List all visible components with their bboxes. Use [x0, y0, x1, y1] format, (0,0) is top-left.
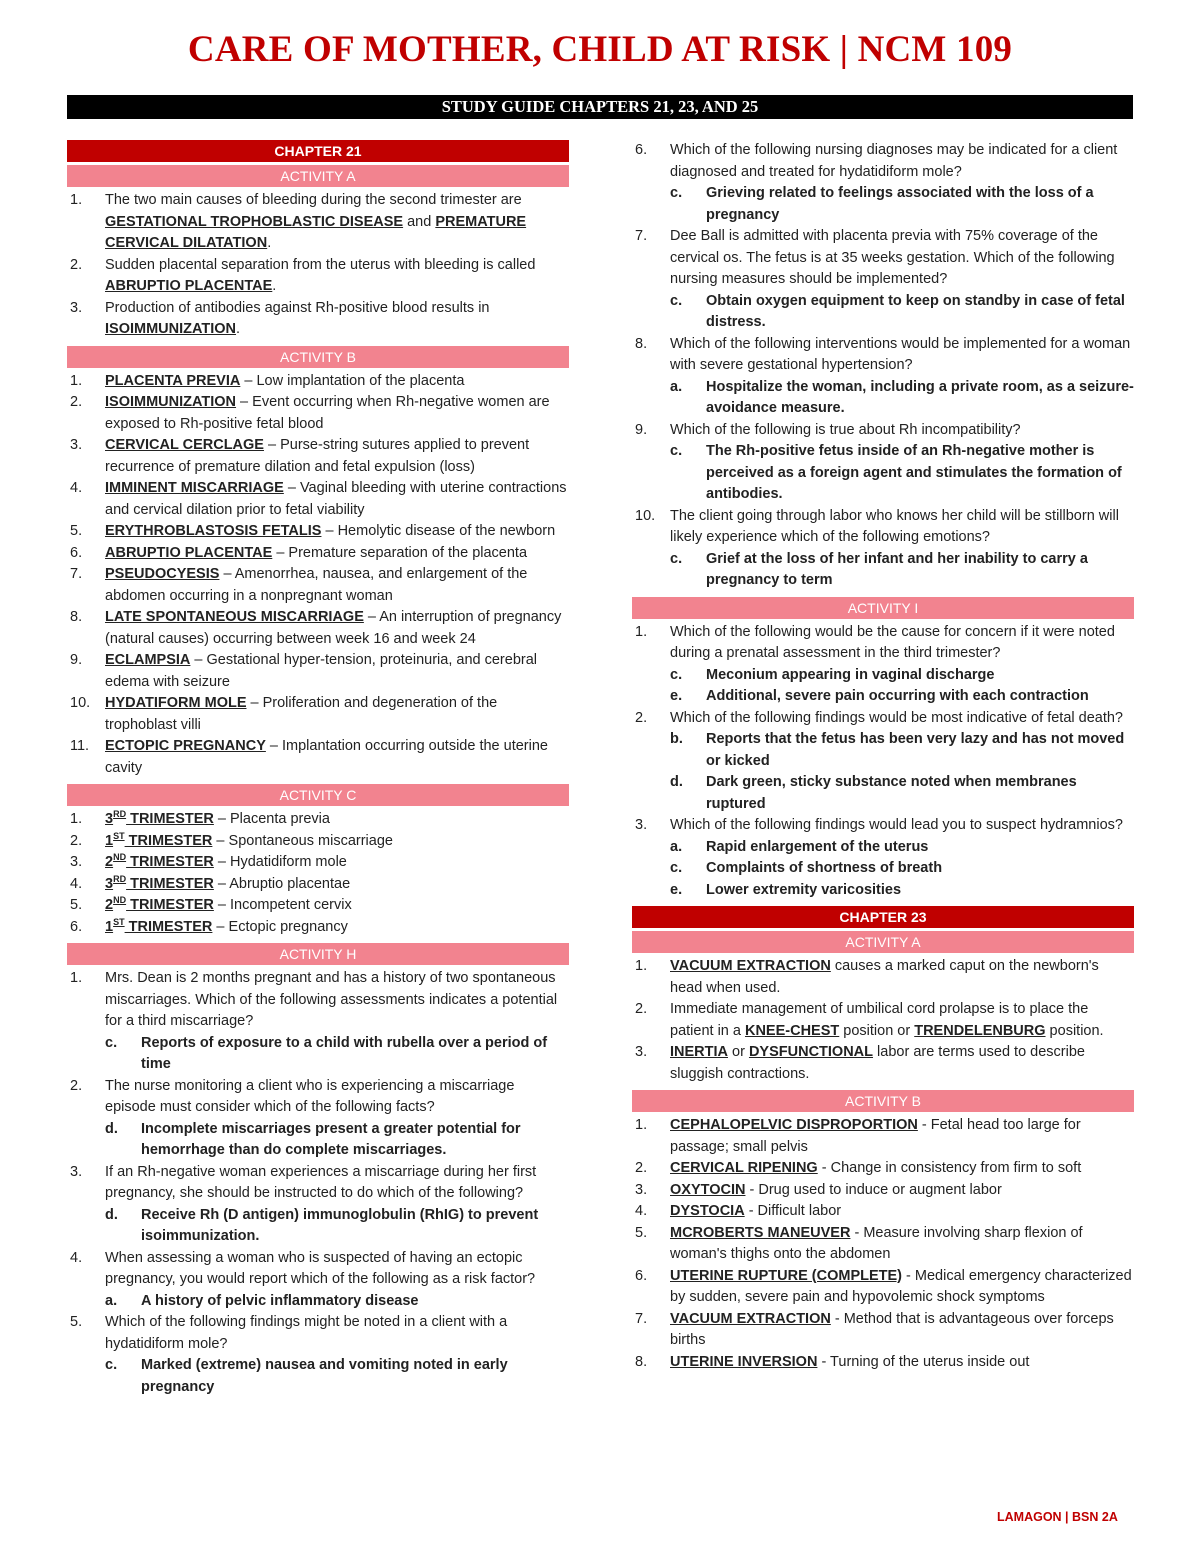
- ch21-activity-i-header: ACTIVITY I: [632, 597, 1134, 619]
- answer-letter: b.: [670, 731, 683, 747]
- item-text: The nurse monitoring a client who is experiencing a miscarriage episode must consider which of the following facts?: [105, 1077, 515, 1115]
- answer-letter: c.: [670, 860, 683, 876]
- answer-letter: d.: [670, 774, 683, 790]
- item-text: – Proliferation and degeneration of the trophoblast villi: [105, 695, 498, 733]
- list-item: [632, 1352, 1134, 1374]
- list-item: [67, 392, 569, 435]
- list-item: [632, 1223, 1134, 1266]
- ch23-activity-b-list: [632, 1115, 1134, 1373]
- list-item: [67, 543, 569, 565]
- item-number: 3.: [70, 1163, 83, 1180]
- item-text: Dee Ball is admitted with placenta previa with 75% coverage of the cervical os. The fetus is at 35 weeks gestation. Which of the following nursing measures should be implemented?: [670, 228, 1115, 287]
- answer-text: Rapid enlargement of the uterus: [706, 838, 929, 855]
- answer-choice: [670, 549, 1134, 592]
- item-text: - Fetal head too large for passage; small pelvis: [670, 1117, 1081, 1155]
- item-number: 3.: [70, 854, 83, 870]
- item-text: The client going through labor who knows her child will be stillborn will likely experience which of the following emotions?: [670, 507, 1119, 545]
- item-text: Which of the following nursing diagnoses may be indicated for a client diagnosed and treated for hydatidiform mole?: [670, 142, 1118, 180]
- key-term: ST: [113, 830, 125, 841]
- item-number: 1.: [635, 623, 648, 640]
- key-term: GESTATIONAL TROPHOBLASTIC DISEASE: [105, 213, 404, 230]
- answer-text: Additional, severe pain occurring with each contraction: [706, 688, 1089, 704]
- item-number: 6.: [635, 1267, 648, 1284]
- answer-list: [670, 377, 1134, 420]
- item-text: – Spontaneous miscarriage: [212, 832, 393, 849]
- answer-choice: [670, 291, 1134, 334]
- item-text: .: [267, 235, 272, 251]
- item-number: 5.: [70, 1314, 83, 1330]
- answer-list: [670, 291, 1134, 334]
- answer-list: [105, 1119, 569, 1162]
- answer-text: Receive Rh (D antigen) immunoglobulin (RhIG) to prevent isoimmunization.: [141, 1206, 539, 1244]
- key-term: ECLAMPSIA: [105, 652, 191, 668]
- answer-letter: c.: [105, 1034, 118, 1051]
- item-number: 2.: [635, 1001, 648, 1017]
- key-term: VACUUM EXTRACTION: [670, 1310, 831, 1327]
- key-term: 1: [105, 832, 114, 849]
- ch21-activity-c-list: [67, 809, 569, 938]
- key-term: TRIMESTER: [124, 918, 213, 935]
- item-number: 4.: [70, 1249, 83, 1266]
- answer-list: [105, 1291, 569, 1313]
- item-number: 3.: [635, 817, 648, 833]
- list-item: [67, 1162, 569, 1248]
- key-term: 2: [105, 897, 114, 913]
- answer-list: [670, 837, 1134, 902]
- ch23-activity-a-list: [632, 956, 1134, 1085]
- answer-choice: [670, 837, 1134, 859]
- item-number: 9.: [635, 421, 648, 438]
- answer-text: Dark green, sticky substance noted when membranes ruptured: [706, 774, 1077, 812]
- item-text: labor are terms used to describe sluggish contractions.: [670, 1044, 1085, 1082]
- list-item: [67, 1248, 569, 1313]
- item-text: or: [728, 1044, 749, 1060]
- answer-letter: a.: [670, 378, 683, 395]
- key-term: 3: [105, 811, 114, 827]
- list-item: [632, 622, 1134, 708]
- list-item: [67, 650, 569, 693]
- item-text: Which of the following is true about Rh incompatibility?: [670, 421, 1021, 438]
- key-term: ND: [113, 895, 127, 906]
- item-number: 7.: [635, 228, 648, 244]
- ch21-activity-c-header: ACTIVITY C: [67, 784, 569, 806]
- list-item: [67, 371, 569, 393]
- item-number: 10.: [635, 507, 656, 524]
- item-text: The two main causes of bleeding during the second trimester are: [105, 192, 522, 208]
- item-text: If an Rh-negative woman experiences a miscarriage during her first pregnancy, she should be instructed to do which of the following?: [105, 1163, 537, 1201]
- answer-letter: c.: [670, 666, 683, 683]
- list-item: [632, 1158, 1134, 1180]
- item-number: 2.: [635, 709, 648, 726]
- list-item: [67, 693, 569, 736]
- list-item: [632, 815, 1134, 901]
- item-number: 2.: [70, 832, 83, 849]
- answer-list: [670, 183, 1134, 226]
- ch21-activity-a-header: ACTIVITY A: [67, 165, 569, 187]
- item-number: 5.: [70, 897, 83, 913]
- item-number: 1.: [635, 958, 648, 974]
- item-number: 5.: [635, 1224, 648, 1241]
- item-text: – Placenta previa: [213, 811, 330, 827]
- key-term: ND: [113, 852, 127, 863]
- key-term: TRIMESTER: [126, 811, 214, 827]
- list-item: [632, 140, 1134, 226]
- item-text: position.: [1045, 1022, 1104, 1039]
- key-term: PSEUDOCYESIS: [105, 566, 220, 582]
- item-number: 2.: [70, 1077, 83, 1094]
- key-term: KNEE-CHEST: [744, 1022, 840, 1039]
- answer-text: Complaints of shortness of breath: [706, 860, 943, 876]
- key-term: RD: [113, 873, 127, 884]
- item-number: 3.: [70, 299, 83, 316]
- answer-choice: [105, 1291, 569, 1313]
- list-item: [67, 1076, 569, 1162]
- item-text: - Turning of the uterus inside out: [817, 1353, 1030, 1370]
- list-item: [632, 999, 1134, 1042]
- key-term: PLACENTA PREVIA: [105, 372, 241, 389]
- item-text: – Event occurring when Rh-negative women are exposed to Rh-positive fetal blood: [105, 394, 550, 432]
- answer-text: The Rh-positive fetus inside of an Rh-negative mother is perceived as a foreign agent and stimulates the formation of antibodies.: [706, 443, 1122, 502]
- study-guide-banner: STUDY GUIDE CHAPTERS 21, 23, AND 25: [67, 95, 1133, 119]
- ch23-activity-b-header: ACTIVITY B: [632, 1090, 1134, 1112]
- key-term: CEPHALOPELVIC DISPROPORTION: [670, 1117, 918, 1133]
- item-text: .: [236, 321, 241, 337]
- answer-choice: [670, 686, 1134, 708]
- item-number: 2.: [70, 256, 83, 273]
- answer-choice: [670, 441, 1134, 506]
- answer-letter: c.: [105, 1357, 118, 1373]
- list-item: [67, 968, 569, 1076]
- item-number: 2.: [635, 1160, 648, 1176]
- chapter-23-header: CHAPTER 23: [632, 906, 1134, 928]
- key-term: UTERINE RUPTURE (COMPLETE): [670, 1267, 902, 1284]
- item-text: Which of the following findings would lead you to suspect hydramnios?: [670, 817, 1123, 833]
- item-text: causes a marked caput on the newborn's head when used.: [670, 958, 1099, 996]
- key-term: CERVICAL RIPENING: [670, 1160, 818, 1176]
- answer-text: A history of pelvic inflammatory disease: [141, 1292, 419, 1309]
- key-term: DYSFUNCTIONAL: [748, 1044, 874, 1060]
- key-term: VACUUM EXTRACTION: [670, 958, 831, 974]
- list-item: [632, 506, 1134, 592]
- ch21-activity-h-list-part2: [632, 140, 1134, 592]
- item-text: – Vaginal bleeding with uterine contractions and cervical dilation prior to fetal viability: [105, 480, 567, 518]
- list-item: [67, 298, 569, 341]
- answer-choice: [670, 665, 1134, 687]
- item-number: 5.: [70, 523, 83, 539]
- answer-text: Obtain oxygen equipment to keep on standby in case of fetal distress.: [706, 292, 1125, 330]
- item-text: - Medical emergency characterized by sudden, severe pain and hypovolemic shock symptoms: [670, 1267, 1132, 1305]
- item-text: When assessing a woman who is suspected of having an ectopic pregnancy, you would report which of the following as a risk factor?: [105, 1249, 536, 1287]
- key-term: ERYTHROBLASTOSIS FETALIS: [105, 523, 322, 539]
- item-number: 8.: [70, 609, 83, 625]
- item-number: 6.: [635, 142, 648, 158]
- answer-choice: [105, 1033, 569, 1076]
- item-number: 1.: [70, 192, 83, 208]
- answer-list: [670, 549, 1134, 592]
- item-text: Which of the following findings might be noted in a client with a hydatidiform mole?: [105, 1314, 508, 1352]
- key-term: ISOIMMUNIZATION: [105, 321, 237, 337]
- item-text: Which of the following interventions would be implemented for a woman with severe gestational hypertension?: [670, 335, 1131, 373]
- answer-choice: [670, 858, 1134, 880]
- key-term: PREMATURE CERVICAL DILATATION: [105, 213, 527, 251]
- item-text: – Ectopic pregnancy: [212, 918, 348, 935]
- list-item: [67, 831, 569, 853]
- item-text: - Difficult labor: [744, 1203, 842, 1219]
- item-text: – Implantation occurring outside the uterine cavity: [105, 738, 548, 776]
- list-item: [67, 895, 569, 917]
- item-text: and: [403, 213, 436, 230]
- item-text: - Measure involving sharp flexion of woman's thighs onto the abdomen: [670, 1224, 1083, 1262]
- answer-text: Reports that the fetus has been very lazy and has not moved or kicked: [706, 731, 1125, 769]
- answer-list: [105, 1205, 569, 1248]
- key-term: TRIMESTER: [126, 854, 214, 870]
- item-number: 10.: [70, 695, 91, 711]
- list-item: [632, 1042, 1134, 1085]
- item-number: 7.: [70, 566, 83, 582]
- list-item: [67, 917, 569, 939]
- key-term: TRENDELENBURG: [914, 1022, 1046, 1039]
- item-number: 9.: [70, 652, 83, 668]
- answer-letter: a.: [670, 838, 683, 855]
- list-item: [67, 255, 569, 298]
- chapter-21-header: CHAPTER 21: [67, 140, 569, 162]
- item-text: – Amenorrhea, nausea, and enlargement of the abdomen occurring in a nonpregnant woman: [105, 566, 528, 604]
- item-text: - Method that is advantageous over forceps births: [670, 1310, 1114, 1348]
- answer-list: [670, 665, 1134, 708]
- item-text: - Change in consistency from firm to soft: [817, 1160, 1082, 1176]
- key-term: 1: [105, 918, 114, 935]
- answer-choice: [670, 880, 1134, 902]
- key-term: IMMINENT MISCARRIAGE: [105, 480, 284, 496]
- answer-letter: d.: [105, 1206, 118, 1223]
- item-text: Which of the following findings would be most indicative of fetal death?: [670, 709, 1123, 726]
- item-number: 2.: [70, 394, 83, 410]
- key-term: HYDATIFORM MOLE: [105, 695, 247, 711]
- item-text: – Premature separation of the placenta: [272, 544, 528, 561]
- key-term: ISOIMMUNIZATION: [105, 394, 237, 410]
- answer-letter: a.: [105, 1292, 118, 1309]
- list-item: [67, 1312, 569, 1398]
- answer-text: Grieving related to feelings associated with the loss of a pregnancy: [706, 185, 1094, 223]
- answer-list: [670, 729, 1134, 815]
- item-text: Immediate management of umbilical cord prolapse is to place the patient in a: [670, 1001, 1089, 1039]
- list-item: [632, 226, 1134, 334]
- answer-text: Grief at the loss of her infant and her inability to carry a pregnancy to term: [706, 550, 1088, 588]
- left-column: [67, 140, 569, 1402]
- answer-choice: [105, 1355, 569, 1398]
- item-number: 8.: [635, 1353, 648, 1370]
- key-term: LATE SPONTANEOUS MISCARRIAGE: [105, 609, 364, 625]
- item-number: 1.: [70, 970, 83, 986]
- item-text: – Abruptio placentae: [213, 875, 351, 892]
- answer-list: [670, 441, 1134, 506]
- key-term: RD: [113, 809, 127, 820]
- list-item: [67, 478, 569, 521]
- list-item: [632, 1115, 1134, 1158]
- list-item: [67, 874, 569, 896]
- answer-letter: c.: [670, 443, 683, 459]
- item-text: – Gestational hyper-tension, proteinuria, and cerebral edema with seizure: [105, 652, 537, 690]
- list-item: [67, 564, 569, 607]
- item-number: 6.: [70, 918, 83, 935]
- item-text: Sudden placental separation from the uterus with bleeding is called: [105, 256, 536, 273]
- ch21-activity-h-list-part1: [67, 968, 569, 1398]
- ch21-activity-b-list: [67, 371, 569, 780]
- key-term: ABRUPTIO PLACENTAE: [105, 544, 273, 561]
- list-item: [67, 190, 569, 255]
- list-item: [67, 736, 569, 779]
- ch21-activity-h-header: ACTIVITY H: [67, 943, 569, 965]
- list-item: [632, 1309, 1134, 1352]
- item-number: 6.: [70, 544, 83, 561]
- answer-choice: [670, 729, 1134, 772]
- list-item: [67, 809, 569, 831]
- key-term: DYSTOCIA: [670, 1203, 745, 1219]
- key-term: ECTOPIC PREGNANCY: [105, 738, 266, 754]
- list-item: [67, 852, 569, 874]
- right-column: [632, 140, 1134, 1377]
- ch21-activity-i-list: [632, 622, 1134, 902]
- answer-list: [105, 1355, 569, 1398]
- item-text: Production of antibodies against Rh-positive blood results in: [105, 299, 490, 316]
- item-number: 7.: [635, 1310, 648, 1327]
- ch21-activity-b-header: ACTIVITY B: [67, 346, 569, 368]
- list-item: [632, 420, 1134, 506]
- key-term: UTERINE INVERSION: [670, 1353, 818, 1370]
- key-term: TRIMESTER: [126, 897, 214, 913]
- answer-letter: c.: [670, 185, 683, 201]
- item-number: 4.: [70, 480, 83, 496]
- key-term: ST: [113, 916, 125, 927]
- list-item: [632, 956, 1134, 999]
- item-number: 4.: [70, 875, 83, 892]
- item-number: 8.: [635, 335, 648, 352]
- ch23-activity-a-header: ACTIVITY A: [632, 931, 1134, 953]
- item-text: position or: [839, 1022, 915, 1039]
- item-text: – Hemolytic disease of the newborn: [321, 523, 556, 539]
- document-title: CARE OF MOTHER, CHILD AT RISK | NCM 109: [187, 29, 1013, 70]
- ch21-activity-a-list: [67, 190, 569, 341]
- answer-choice: [670, 377, 1134, 420]
- list-item: [632, 1201, 1134, 1223]
- answer-text: Marked (extreme) nausea and vomiting noted in early pregnancy: [141, 1357, 508, 1395]
- key-term: 2: [105, 854, 114, 870]
- answer-list: [105, 1033, 569, 1076]
- item-text: – Hydatidiform mole: [213, 854, 347, 870]
- answer-letter: e.: [670, 881, 683, 898]
- item-text: .: [272, 278, 277, 294]
- item-text: – Low implantation of the placenta: [240, 372, 465, 389]
- item-text: - Drug used to induce or augment labor: [745, 1181, 1002, 1198]
- key-term: INERTIA: [670, 1044, 728, 1060]
- answer-letter: e.: [670, 688, 683, 704]
- item-number: 3.: [635, 1044, 648, 1060]
- answer-choice: [105, 1119, 569, 1162]
- item-text: Mrs. Dean is 2 months pregnant and has a history of two spontaneous miscarriages. Which of the following assessments indicates a potential for a third miscarriage?: [105, 970, 558, 1029]
- key-term: TRIMESTER: [126, 875, 214, 892]
- item-text: – Incompetent cervix: [213, 897, 352, 913]
- answer-text: Meconium appearing in vaginal discharge: [706, 666, 995, 683]
- item-number: 1.: [70, 811, 83, 827]
- key-term: MCROBERTS MANEUVER: [670, 1224, 851, 1241]
- answer-choice: [105, 1205, 569, 1248]
- key-term: CERVICAL CERCLAGE: [105, 437, 264, 453]
- item-number: 3.: [635, 1181, 648, 1198]
- list-item: [67, 435, 569, 478]
- key-term: OXYTOCIN: [670, 1181, 746, 1198]
- answer-text: Lower extremity varicosities: [706, 881, 902, 898]
- answer-text: Incomplete miscarriages present a greater potential for hemorrhage than do complete miscarriages.: [141, 1120, 521, 1158]
- item-number: 3.: [70, 437, 83, 453]
- key-term: ABRUPTIO PLACENTAE: [105, 278, 273, 294]
- item-text: – An interruption of pregnancy (natural causes) occurring between week 16 and week 24: [105, 609, 562, 647]
- answer-choice: [670, 183, 1134, 226]
- list-item: [632, 334, 1134, 420]
- answer-letter: c.: [670, 550, 683, 567]
- key-term: 3: [105, 875, 114, 892]
- answer-choice: [670, 772, 1134, 815]
- item-number: 4.: [635, 1203, 648, 1219]
- list-item: [67, 521, 569, 543]
- list-item: [67, 607, 569, 650]
- author-footer: LAMAGON | BSN 2A: [997, 1510, 1118, 1524]
- item-number: 11.: [70, 738, 90, 754]
- list-item: [632, 708, 1134, 816]
- item-number: 1.: [70, 372, 83, 389]
- answer-text: Hospitalize the woman, including a private room, as a seizure-avoidance measure.: [706, 378, 1134, 416]
- item-text: – Purse-string sutures applied to prevent recurrence of premature dilation and fetal expulsion (loss): [105, 437, 530, 475]
- answer-letter: c.: [670, 292, 683, 309]
- answer-text: Reports of exposure to a child with rubella over a period of time: [141, 1034, 548, 1072]
- answer-letter: d.: [105, 1120, 118, 1137]
- item-number: 1.: [635, 1117, 648, 1133]
- list-item: [632, 1180, 1134, 1202]
- item-text: Which of the following would be the cause for concern if it were noted during a prenatal assessment in the third trimester?: [670, 623, 1115, 661]
- key-term: TRIMESTER: [124, 832, 213, 849]
- list-item: [632, 1266, 1134, 1309]
